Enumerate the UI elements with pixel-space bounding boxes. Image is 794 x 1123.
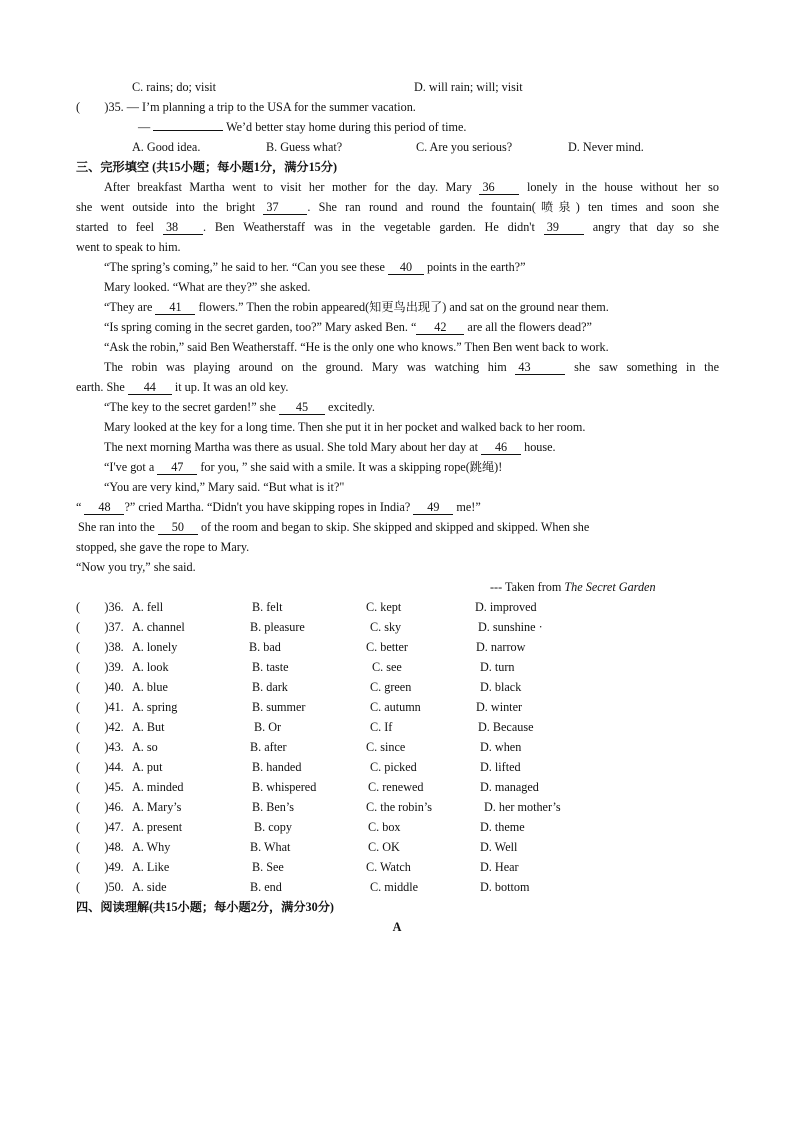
passage-text: “	[76, 500, 82, 514]
option-b: B. See	[252, 860, 284, 874]
answer-paren: ( )41.	[76, 700, 124, 714]
passage-text: angry that day so she	[592, 220, 720, 234]
answer-paren: ( )35.	[76, 100, 124, 114]
passage-line	[104, 177, 719, 197]
passage-line	[104, 257, 526, 277]
question-text: — I’m planning a trip to the USA for the summer vacation.	[126, 100, 416, 114]
option-a: A. present	[132, 820, 183, 834]
part-a-heading: A	[392, 920, 402, 934]
option-a: A. channel	[132, 620, 185, 634]
reply-dash: —	[138, 120, 151, 134]
blank-48: 48	[84, 500, 124, 515]
passage-line: “You are very kind,” Mary said. “But what is it?"	[104, 480, 345, 494]
passage-text: “The spring’s coming,” he said to her. “Can you see these	[104, 260, 385, 274]
passage-text: . She ran round and round the fountain(喷泉) ten times and soon she	[307, 200, 720, 214]
passage-line: “Now you try,” she said.	[76, 560, 196, 574]
option-b: B. Guess what?	[266, 140, 343, 154]
option-c: C. the robin’s	[366, 800, 433, 814]
option-c: C. OK	[368, 840, 400, 854]
passage-text: “Is spring coming in the secret garden, too?” Mary asked Ben. “	[104, 320, 417, 334]
answer-paren: ( )50.	[76, 880, 124, 894]
passage-line	[76, 377, 288, 397]
passage-line	[104, 437, 556, 457]
passage-line: went to speak to him.	[76, 240, 181, 254]
passage-line: Mary looked. “What are they?” she asked.	[104, 280, 311, 294]
question-row	[76, 717, 719, 737]
option-b: B. summer	[252, 700, 306, 714]
blank-44: 44	[128, 380, 172, 395]
option-a: A. Why	[132, 840, 171, 854]
option-d: D. managed	[480, 780, 539, 794]
blank-41: 41	[155, 300, 195, 315]
blank-47: 47	[157, 460, 197, 475]
option-a: A. fell	[132, 600, 164, 614]
option-a: A. minded	[132, 780, 184, 794]
passage-line	[76, 217, 719, 237]
option-a: A. side	[132, 880, 167, 894]
option-c: C. If	[370, 720, 393, 734]
option-d: D. bottom	[480, 880, 530, 894]
section-3-title: 三、完形填空 (共15小题；每小题1分，满分15分)	[76, 160, 338, 174]
passage-line	[104, 397, 375, 417]
option-a: A. put	[132, 760, 163, 774]
option-c: C. rains; do; visit	[132, 80, 216, 94]
passage-text: “The key to the secret garden!” she	[104, 400, 276, 414]
question-35	[76, 97, 416, 117]
option-b: B. end	[250, 880, 282, 894]
reply-text: We’d better stay home during this period of time.	[226, 120, 467, 134]
passage-text: me!”	[456, 500, 481, 514]
passage-line	[76, 497, 481, 517]
question-row	[76, 737, 719, 757]
option-d: D. Never mind.	[568, 140, 644, 154]
answer-paren: ( )46.	[76, 800, 124, 814]
passage-text: After breakfast Martha went to visit her mother for the day. Mary	[104, 180, 472, 194]
option-d: D. her mother’s	[484, 800, 561, 814]
question-row	[76, 817, 719, 837]
option-c: C. kept	[366, 600, 402, 614]
option-c: C. since	[366, 740, 406, 754]
blank-38: 38	[163, 220, 203, 235]
source-title: The Secret Garden	[564, 580, 656, 594]
option-d: D. narrow	[476, 640, 526, 654]
option-d: D. Well	[480, 840, 518, 854]
option-a: A. Good idea.	[132, 140, 201, 154]
passage-text: flowers.” Then the robin appeared(知更鸟出现了) and sat on the ground near them.	[198, 300, 609, 314]
option-c: C. renewed	[368, 780, 424, 794]
option-d: D. improved	[475, 600, 537, 614]
option-d: D. lifted	[480, 760, 521, 774]
option-b: B. handed	[252, 760, 302, 774]
blank-43: 43	[515, 360, 565, 375]
passage-line	[104, 297, 609, 317]
answer-paren: ( )37.	[76, 620, 124, 634]
answer-paren: ( )42.	[76, 720, 124, 734]
question-row	[76, 697, 719, 717]
option-a: A. blue	[132, 680, 168, 694]
option-c: C. sky	[370, 620, 402, 634]
option-c: C. Are you serious?	[416, 140, 513, 154]
blank-49: 49	[413, 500, 453, 515]
option-d: D. will rain; will; visit	[414, 80, 523, 94]
option-a: A. look	[132, 660, 169, 674]
option-d: D. winter	[476, 700, 523, 714]
option-c: C. Watch	[366, 860, 411, 874]
option-a: A. Mary’s	[132, 800, 182, 814]
option-c: C. autumn	[370, 700, 421, 714]
question-row	[76, 637, 719, 657]
passage-text: ?” cried Martha. “Didn't you have skipping ropes in India?	[124, 500, 411, 514]
option-a: A. But	[132, 720, 165, 734]
option-d: D. when	[480, 740, 522, 754]
passage-text: started to feel	[76, 220, 155, 234]
option-b: B. copy	[254, 820, 292, 834]
option-a: A. so	[132, 740, 158, 754]
question-row	[76, 597, 719, 617]
answer-paren: ( )36.	[76, 600, 124, 614]
blank-45: 45	[279, 400, 325, 415]
question-35-reply	[138, 117, 466, 137]
passage-text: points in the earth?”	[427, 260, 526, 274]
passage-text: are all the flowers dead?”	[467, 320, 592, 334]
passage-source	[490, 577, 656, 597]
passage-text: she went outside into the bright	[76, 200, 256, 214]
answer-paren: ( )45.	[76, 780, 124, 794]
blank-36: 36	[479, 180, 519, 195]
passage-line	[104, 457, 502, 477]
option-a: A. lonely	[132, 640, 178, 654]
passage-text: earth. She	[76, 380, 125, 394]
option-b: B. after	[250, 740, 287, 754]
blank-37: 37	[263, 200, 307, 215]
option-b: B. Or	[254, 720, 282, 734]
answer-paren: ( )49.	[76, 860, 124, 874]
blank-40: 40	[388, 260, 424, 275]
passage-text: of the room and began to skip. She skipped and skipped and skipped. When she	[200, 520, 590, 534]
question-row	[76, 617, 719, 637]
option-b: B. What	[250, 840, 291, 854]
option-b: B. bad	[249, 640, 281, 654]
passage-text: for you, ” she said with a smile. It was a skipping rope(跳绳)!	[200, 460, 503, 474]
answer-paren: ( )38.	[76, 640, 124, 654]
passage-line	[104, 357, 719, 377]
passage-text: The next morning Martha was there as usual. She told Mary about her day at	[104, 440, 478, 454]
source-prefix: --- Taken from	[490, 580, 565, 594]
question-row	[76, 837, 719, 857]
option-d: D. theme	[480, 820, 525, 834]
question-row	[76, 797, 719, 817]
answer-paren: ( )40.	[76, 680, 124, 694]
section-4-title: 四、阅读理解(共15小题；每小题2分，满分30分)	[76, 900, 334, 914]
passage-line: “Ask the robin,” said Ben Weatherstaff. “He is the only one who knows.” Then Ben went back to work.	[104, 340, 609, 354]
option-c: C. better	[366, 640, 408, 654]
option-b: B. Ben’s	[252, 800, 294, 814]
option-b: B. pleasure	[250, 620, 305, 634]
question-row	[76, 657, 719, 677]
passage-text: excitedly.	[328, 400, 375, 414]
option-d: D. black	[480, 680, 522, 694]
blank-42: 42	[416, 320, 464, 335]
option-d: D. sunshine ·	[478, 620, 543, 634]
option-d: D. Because	[478, 720, 534, 734]
passage-text: “They are	[104, 300, 153, 314]
option-c: C. green	[370, 680, 412, 694]
passage-line	[104, 317, 592, 337]
answer-paren: ( )48.	[76, 840, 124, 854]
question-row	[76, 757, 719, 777]
question-row	[76, 857, 719, 877]
reply-blank	[153, 130, 223, 131]
passage-line	[78, 517, 589, 537]
option-b: B. taste	[252, 660, 289, 674]
passage-text: she saw something in the	[574, 360, 720, 374]
option-a: A. spring	[132, 700, 178, 714]
blank-39: 39	[544, 220, 584, 235]
option-c: C. box	[368, 820, 401, 834]
option-c: C. middle	[370, 880, 419, 894]
passage-text: lonely in the house without her so	[526, 180, 720, 194]
passage-line	[76, 197, 719, 217]
option-d: D. turn	[480, 660, 515, 674]
passage-line: stopped, she gave the rope to Mary.	[76, 540, 250, 554]
option-b: B. felt	[252, 600, 283, 614]
option-c: C. see	[372, 660, 402, 674]
blank-46: 46	[481, 440, 521, 455]
blank-50: 50	[158, 520, 198, 535]
question-row	[76, 677, 719, 697]
passage-text: “I've got a	[104, 460, 155, 474]
passage-text: The robin was playing around on the ground. Mary was watching him	[104, 360, 507, 374]
question-row	[76, 777, 719, 797]
option-d: D. Hear	[480, 860, 519, 874]
option-c: C. picked	[370, 760, 417, 774]
option-b: B. whispered	[252, 780, 317, 794]
answer-paren: ( )44.	[76, 760, 124, 774]
answer-paren: ( )43.	[76, 740, 124, 754]
answer-paren: ( )47.	[76, 820, 124, 834]
passage-text: She ran into the	[78, 520, 155, 534]
answer-paren: ( )39.	[76, 660, 124, 674]
passage-text: it up. It was an old key.	[174, 380, 289, 394]
passage-line: Mary looked at the key for a long time. Then she put it in her pocket and walked back to her room.	[104, 420, 586, 434]
option-b: B. dark	[252, 680, 288, 694]
question-row	[76, 877, 719, 897]
passage-text: . Ben Weatherstaff was in the vegetable garden. He didn't	[202, 220, 535, 234]
option-a: A. Like	[132, 860, 170, 874]
passage-text: house.	[524, 440, 556, 454]
